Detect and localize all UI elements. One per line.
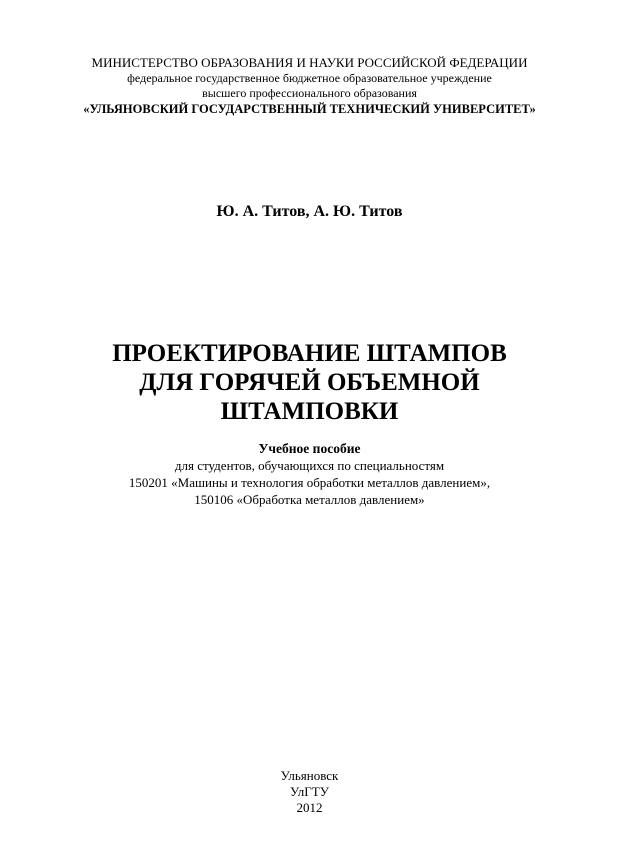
- institution-type-line-2: высшего профессионального образования: [202, 86, 417, 100]
- audience-description-line-2: 150201 «Машины и технология обработки металлов давлением»,: [128, 475, 491, 490]
- imprint-publisher: УлГТУ: [290, 784, 329, 799]
- imprint-city: Ульяновск: [280, 768, 339, 783]
- imprint-year: 2012: [296, 800, 323, 815]
- book-title-line-1: ПРОЕКТИРОВАНИЕ ШТАМПОВ: [112, 340, 507, 367]
- audience-description-line-3: 150106 «Обработка металлов давлением»: [194, 492, 425, 507]
- ministry-name: МИНИСТЕРСТВО ОБРАЗОВАНИЯ И НАУКИ РОССИЙСКОЙ ФЕДЕРАЦИИ: [91, 55, 528, 70]
- book-subtitle: Учебное пособие: [258, 441, 361, 456]
- audience-description-line-1: для студентов, обучающихся по специальностям: [174, 458, 445, 473]
- authors: Ю. А. Титов, А. Ю. Титов: [216, 203, 403, 220]
- institution-type-line-1: федеральное государственное бюджетное образовательное учреждение: [127, 71, 492, 85]
- book-title-line-2: ДЛЯ ГОРЯЧЕЙ ОБЪЕМНОЙ: [139, 369, 480, 396]
- book-title-line-3: ШТАМПОВКИ: [220, 398, 399, 425]
- university-name: «УЛЬЯНОВСКИЙ ГОСУДАРСТВЕННЫЙ ТЕХНИЧЕСКИЙ УНИВЕРСИТЕТ»: [83, 102, 536, 116]
